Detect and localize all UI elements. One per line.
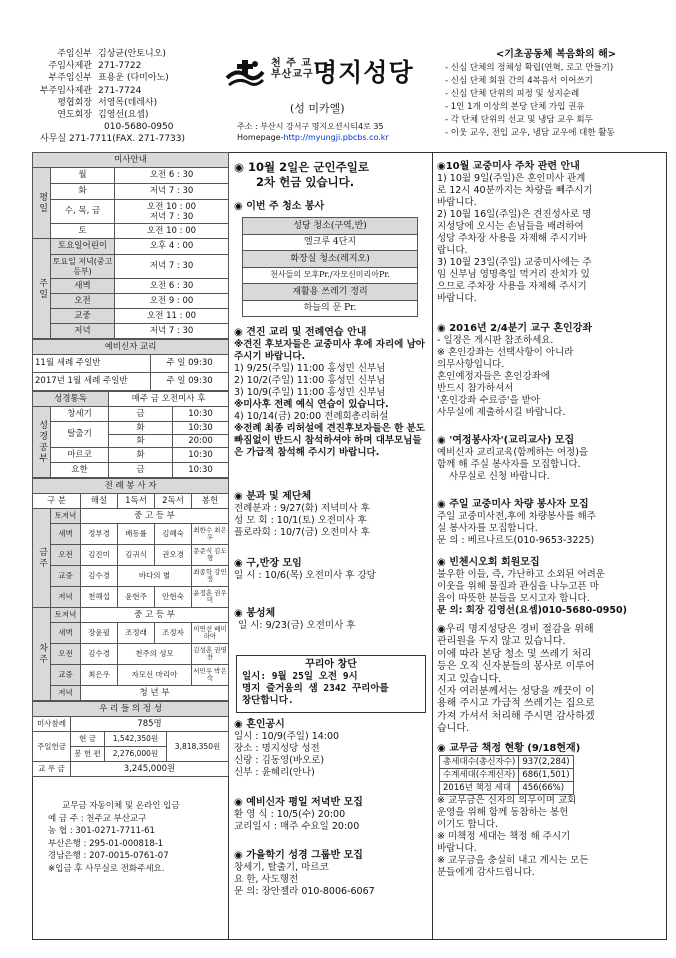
military-sunday-notice: ◉ 10월 2일은 군인주일로 2차 헌금 있습니다. (234, 160, 369, 189)
staff-row: 주임신부 김상균(안토니오) (57, 49, 166, 59)
vincent-society-section: ◉ 빈첸시오회 회원모집 불우한 이들, 즉, 가난하고 소외된 어려운 이웃을 위해 물질과 관심을 나누고픈 마 음이 따뜻한 분들을 모시고자 합니다. 문 의: 회장 김영선(요셉)010-5680-0950) (437, 557, 627, 616)
column-divider (432, 152, 433, 940)
church-address: 주소 : 부산시 강서구 명지오션시티4로 35 Homepage-http://myungji.pbcbs.co.kr (237, 122, 389, 142)
bank-info: 교무금 자동이체 및 온라인 입금 예 금 주 : 천주교 부산교구 농 협 : 301-0271-7711-61 부산은행 : 295-01-000818-1 경남은행 : 207-0015-0761-07 ※입금 후 사무실로 전화주세요. (48, 801, 180, 874)
left-column (32, 152, 228, 777)
staff-row: 연도회장 김영선(요셉) (57, 110, 149, 121)
church-logo (225, 56, 435, 96)
bible-study-table: 성경통독 매주 금 오전미사 후 성경공부 창세기 금 10:30 탈출기 화 10:30 화 20:00 마르코 화 10:30 요한 금 10:30 (32, 391, 229, 478)
weekday-label: 평일 (33, 168, 51, 239)
staff-row: 평협회장 서영목(데레사) (57, 97, 158, 108)
confirmation-section: ◉ 견진 교리 및 전례연습 안내 ※견진 후보자들은 교중미사 후에 자리에 남아주시기 바랍니다. 1) 9/25(주일) 11:00 홍성민 신부님 2) 10/2(주일) 11:00 홍성민 신부님 3) 10/9(주일) 11:00 홍성민 신부님 ※미사후 전례 예식 연습이 있습니다. 4) 10/14(금) 20:00 전례회총리허설 ※전례 최종 리허설에 견진후보자들은 한 분도 빠짐없이 반드시 참석하셔야 하며 대부모님들은 가급적 참석해 주시기 바랍니다. (234, 327, 425, 458)
tithe-table: 총세대수(총신자수) 937(2,284) 수계세대(수계신자) 686(1,501) 2016년 책정 세대 456(66%) (439, 755, 574, 795)
staff-phone: 010-5680-0950 (104, 122, 174, 133)
mass-schedule-table: 미사안내 평일 월 오전 6 : 30 화 저녁 7 : 30 수, 목, 금 오전 10 : 00 저녁 7 : 30 토 오전 10 : 00 주일 토요일어린이 오후 4 : 00 토요일 저녁(중고등부) 저녁 7 : 30 새벽 오전 6 : 30 오전 오전 9 : 00 교중 오전 11 : 00 저녁 저녁 7 : 30 (32, 152, 229, 339)
staff-row: 부주임사제관 271-7724 (39, 85, 142, 96)
offering-title: 우 리 들 의 정 성 (33, 702, 229, 717)
office-phone: 사무실 271-7711(FAX. 271-7733) (40, 134, 186, 145)
meetings-section: ◉ 분과 및 제단체 전례분과 : 9/27(화) 저녁미사 후 성 모 회 : 10/1(토) 오전미사 후 플로라회 : 10/7(금) 오전미사 후 (234, 491, 370, 538)
ban-meeting-section: ◉ 구,반장 모임 일 시 : 10/6(목) 오전미사 후 강당 (234, 558, 376, 581)
cleaning-table: 성당 청소(구역,반) 엘크루 4단지 화장실 청소(레지오) 천사들의 모후Pr./자모신미리아Pr. 재활용 쓰레기 정리 하늘의 문 Pr. (242, 217, 418, 317)
diocese-emblem-icon (225, 58, 265, 92)
diocese-name: 천 주 교 부산교구 (271, 58, 314, 80)
liturgy-servers-table: 전 례 봉 사 자 구 분 해설 1독서 2독서 봉헌 금주 토저녁 중 고 등 부 새벽 정부경 배동률 김혜숙 최한수 최은우 오전 김진미 김귀식 권오경 문준식 김도형 교중 김수경 바다의 별 최종학 강민정 저녁 천해섭 윤현주 안현숙 윤정훈 권우미 차주 토저녁 중 고 등 부 새벽 장윤필 조정래 조정자 이연선 배미라아 오전 김수경 천주의 성모 김성훈 권영찬 교중 최은우 자모신 마리아 서민우 박은숙 저녁 청 년 부 (32, 478, 229, 701)
bible-group-section: ◉ 가을학기 성경 그룹반 모집 창세기, 탈출기, 마르코 요 한, 사도행전 문 의: 장안젤라 010-8006-6067 (234, 850, 375, 897)
church-name: 명지성당 (313, 58, 414, 87)
curia-notice-box: 꾸리아 창단 일시: 9월 25일 오전 9시 명지 즐거움의 샘 2342 꾸리아를 창단합니다. (236, 655, 426, 713)
offering-table: 우 리 들 의 정 성 미사참례 785명 주일헌금 현 금 1,542,350원 3,818,350원 봉 헌 편 2,276,000원 교 무 금 3,245,000원 (32, 701, 229, 777)
staff-row: 부주임신부 표용운 (다미아노) (48, 73, 169, 84)
catechumen-table: 예비신자 교리 11월 세례 주일반 주 일 09:30 2017년 1월 세례 주일반 주 일 09:30 (32, 339, 229, 391)
car-volunteer-section: ◉ 주일 교중미사 차량 봉사자 모집 주일 교중미사전,후에 차량봉사를 해주 실 봉사자를 모집합니다. 문 의 : 베르나르도(010-9653-3225) (437, 499, 596, 546)
year-theme: <기초공동체 복음화의 해> - 신심 단체의 정체성 확립(연혁, 로고 만들기) - 신심 단체 회원 간의 4복음서 이어쓰기 - 신심 단체 단위의 피정 및 성지순례 - 1인 1개 이상의 본당 단체 가입 권유 - 각 단체 단위의 선교 및 냉담 교우 회두 - 이웃 교우, 전입 교우, 냉담 교우에 대한 활동 (445, 48, 667, 140)
sunday-label: 주일 (33, 239, 51, 339)
communion-section: ◉ 봉성체 일 시: 9/23(금) 오전미사 후 (234, 608, 356, 631)
homepage-link[interactable]: http://myungji.pbcbs.co.kr (283, 133, 389, 142)
bible-study-label: 성경공부 (33, 407, 51, 478)
cleaning-section: ◉ 이번 주 청소 봉사 성당 청소(구역,반) 엘크루 4단지 화장실 청소(레지오) 천사들의 모후Pr./자모신미리아Pr. 재활용 쓰레기 정리 하늘의 문 Pr. (234, 200, 430, 317)
tithe-status-section: ◉ 교무금 책정 현황 (9/18현재) 총세대수(총신자수) 937(2,284) 수계세대(수계신자) 686(1,501) 2016년 책정 세대 456(66%) ※ 교무금은 신자의 의무이며 교회 운영을 위해 함께 동참하는 봉헌 이기도 합니다. ※ 미책정 세대는 책정 해 주시기 바랍니다. ※ 교무금을 충실히 내고 계시는 모든 분들에게 감사드립니다. (437, 743, 589, 878)
catechist-recruit-section: ◉ '여정봉사자'(교리교사) 모집 예비신자 교리교육(함께하는 여정)을 함께 해 주실 봉사자를 모집합니다. 사무실로 신청 바랍니다. (437, 435, 589, 482)
servers-title: 전 례 봉 사 자 (33, 479, 229, 494)
staff-info (32, 48, 222, 148)
cleaning-appeal-section: ◉우리 명지성당은 경비 절감을 위해 관리원을 두지 않고 있습니다. 이에 따라 본당 청소 및 쓰레기 처리 등은 오직 신자분들의 봉사로 이루어 지고 있습니다. 신자 여러분께서는 성당을 깨끗이 이 용해 주시고 가급적 쓰레기는 집으로 가져 가셔서 처리해 주시면 감사하겠 습니다. (437, 624, 595, 735)
catechumen-title: 예비신자 교리 (33, 340, 229, 355)
next-week-label: 차주 (33, 608, 51, 701)
staff-row: 주임사제관 271-7722 (48, 61, 142, 72)
evening-class-section: ◉ 예비신자 평일 저녁반 모집 환 영 식 : 10/5(수) 20:00 교리일시 : 매주 수요일 20:00 (234, 797, 363, 832)
mass-title: 미사안내 (33, 153, 229, 168)
this-week-label: 금주 (33, 509, 51, 608)
year-theme-title: <기초공동체 복음화의 해> (495, 49, 617, 60)
patron-saint: (성 미카엘) (290, 102, 345, 115)
marriage-course-section: ◉ 2016년 2/4분기 교구 혼인강좌 - 일정은 게시판 참조하세요. ※ 혼인강좌는 선택사항이 아니라 의무사항입니다. 혼인예정자들은 혼인강좌에 반드시 참가하셔서 '혼인강좌 수료증'을 받아 사무실에 제출하시길 바랍니다. (437, 323, 592, 418)
parking-section: ◉10월 교중미사 주차 관련 안내 1) 10월 9일(주일)은 혼인미사 관계 로 12시 40분까지는 차량을 빼주시기 바랍니다. 2) 10월 16일(주일)은 견진성사로 명 지성당에 오시는 손님들을 배려하여 성당 주차장 사용을 자제해 주시기바 랍니다. 3) 10월 23일(주일) 교중미사에는 주 임 신부님 영명축일 먹거리 잔치가 있 으므로 주차장 사용을 자제해 주시기 바랍니다. (437, 161, 593, 304)
wedding-section: ◉ 혼인공시 일시 : 10/9(주일) 14:00 장소 : 명지성당 성전 신랑 : 김동영(바오로) 신부 : 윤혜리(안나) (234, 719, 340, 778)
